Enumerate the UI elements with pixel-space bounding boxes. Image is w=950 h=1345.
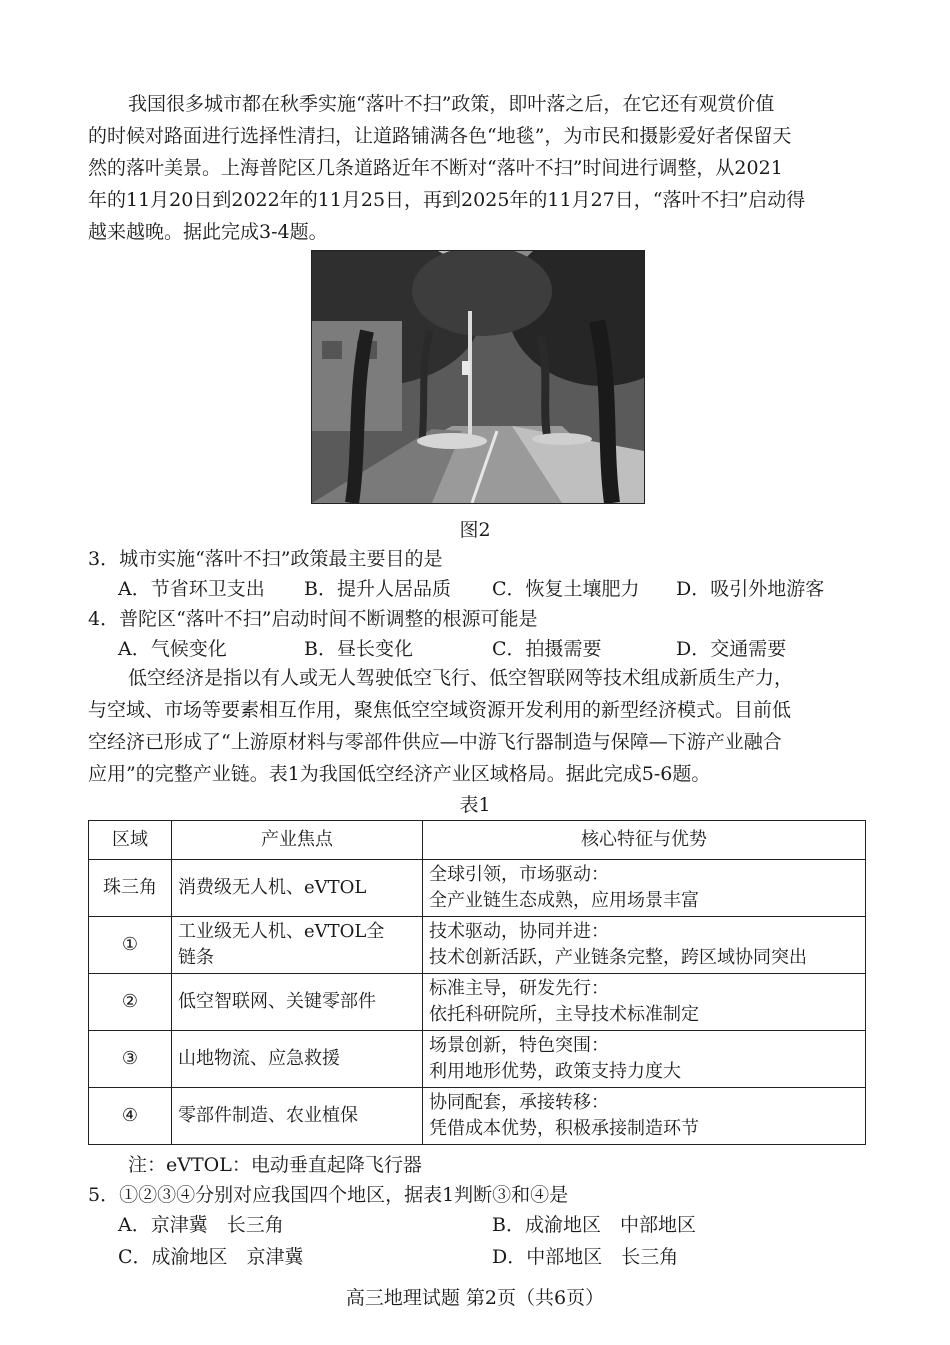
question-3-option-a: A．节省环卫支出 — [118, 578, 265, 600]
region-cell: ① — [89, 917, 172, 974]
page-footer: 高三地理试题 第2页（共6页） — [345, 1287, 605, 1309]
focus-line: 山地物流、应急救援 — [178, 1048, 340, 1069]
header-features: 核心特征与优势 — [423, 821, 866, 860]
features-line: 技术创新活跃，产业链条完整，跨区域协同突出 — [429, 947, 807, 968]
table-row — [89, 974, 866, 1031]
focus-line: 消费级无人机、eVTOL — [178, 877, 367, 898]
intro2-line-text: 低空经济是指以有人或无人驾驶低空飞行、低空智联网等技术组成新质生产力， — [128, 667, 794, 689]
question-3-option-b: B．提升人居品质 — [304, 578, 451, 600]
features-line: 场景创新，特色突围： — [429, 1035, 609, 1056]
intro2-line — [88, 662, 868, 694]
intro1-line — [88, 88, 868, 120]
intro-paragraph-2 — [88, 662, 868, 790]
table-row — [89, 860, 866, 917]
features-cell — [423, 1088, 866, 1145]
road-photo-illustration — [312, 251, 644, 503]
features-line: 协同配套，承接转移： — [429, 1092, 609, 1113]
focus-line: 工业级无人机、eVTOL全 — [178, 921, 385, 942]
low-altitude-economy-table — [88, 820, 866, 1145]
header-region: 区域 — [89, 821, 172, 860]
focus-cell — [172, 974, 423, 1031]
features-cell — [423, 974, 866, 1031]
focus-cell — [172, 860, 423, 917]
question-3-stem: 3．城市实施“落叶不扫”政策最主要目的是 — [88, 548, 443, 570]
question-4-stem: 4．普陀区“落叶不扫”启动时间不断调整的根源可能是 — [88, 608, 538, 630]
intro2-line: 空经济已形成了“上游原材料与零部件供应—中游飞行器制造与保障—下游产业融合 — [88, 731, 782, 753]
features-line: 依托科研院所，主导技术标准制定 — [429, 1004, 699, 1025]
tree-lined-road-photo — [311, 250, 645, 504]
intro2-line: 应用”的完整产业链。表1为我国低空经济产业区域格局。据此完成5-6题。 — [88, 763, 711, 785]
intro-paragraph-1 — [88, 88, 868, 248]
focus-cell — [172, 1031, 423, 1088]
question-5-stem: 5．①②③④分别对应我国四个地区，据表1判断③和④是 — [88, 1184, 569, 1206]
focus-line: 低空智联网、关键零部件 — [178, 991, 376, 1012]
question-5-option-a: A．京津冀 长三角 — [118, 1214, 284, 1236]
question-4-option-a: A．气候变化 — [118, 638, 227, 660]
features-line: 技术驱动，协同并进： — [429, 921, 609, 942]
table-header-row — [89, 821, 866, 860]
question-3-option-c: C．恢复土壤肥力 — [492, 578, 640, 600]
features-line: 凭借成本优势，积极承接制造环节 — [429, 1118, 699, 1139]
features-line: 全产业链生态成熟，应用场景丰富 — [429, 890, 699, 911]
table-row — [89, 917, 866, 974]
table-row — [89, 1088, 866, 1145]
features-cell — [423, 1031, 866, 1088]
figure-caption: 图2 — [459, 519, 491, 541]
intro1-line: 越来越晚。据此完成3-4题。 — [88, 221, 328, 243]
question-5-option-b: B．成渝地区 中部地区 — [492, 1214, 696, 1236]
region-cell: 珠三角 — [89, 860, 172, 917]
intro1-line-text: 我国很多城市都在秋季实施“落叶不扫”政策，即叶落之后，在它还有观赏价值 — [128, 93, 775, 115]
features-cell — [423, 860, 866, 917]
question-3-option-d: D．吸引外地游客 — [676, 578, 825, 600]
question-5-option-c: C．成渝地区 京津冀 — [118, 1246, 304, 1268]
question-4-option-c: C．拍摄需要 — [492, 638, 602, 660]
focus-cell — [172, 1088, 423, 1145]
features-line: 全球引领，市场驱动： — [429, 864, 609, 885]
features-line: 标准主导，研发先行： — [429, 978, 609, 999]
region-cell: ② — [89, 974, 172, 1031]
intro1-line: 然的落叶美景。上海普陀区几条道路近年不断对“落叶不扫”时间进行调整，从2021 — [88, 157, 783, 179]
focus-line: 链条 — [178, 947, 214, 968]
intro2-line: 与空域、市场等要素相互作用，聚焦低空空域资源开发利用的新型经济模式。目前低 — [88, 699, 792, 721]
header-focus: 产业焦点 — [172, 821, 423, 860]
question-4-option-d: D．交通需要 — [676, 638, 787, 660]
features-line: 利用地形优势，政策支持力度大 — [429, 1061, 681, 1082]
focus-cell — [172, 917, 423, 974]
table-note: 注：eVTOL：电动垂直起降飞行器 — [128, 1154, 422, 1176]
intro1-line: 的时候对路面进行选择性清扫，让道路铺满各色“地毯”，为市民和摄影爱好者保留天 — [88, 125, 792, 147]
table-caption: 表1 — [459, 794, 491, 816]
focus-line: 零部件制造、农业植保 — [178, 1105, 358, 1126]
table-row — [89, 1031, 866, 1088]
region-cell: ③ — [89, 1031, 172, 1088]
features-cell — [423, 917, 866, 974]
region-cell: ④ — [89, 1088, 172, 1145]
question-4-option-b: B．昼长变化 — [304, 638, 413, 660]
question-5-option-d: D．中部地区 长三角 — [492, 1246, 679, 1268]
intro1-line: 年的11月20日到2022年的11月25日，再到2025年的11月27日，“落叶不扫”启动得 — [88, 189, 806, 211]
